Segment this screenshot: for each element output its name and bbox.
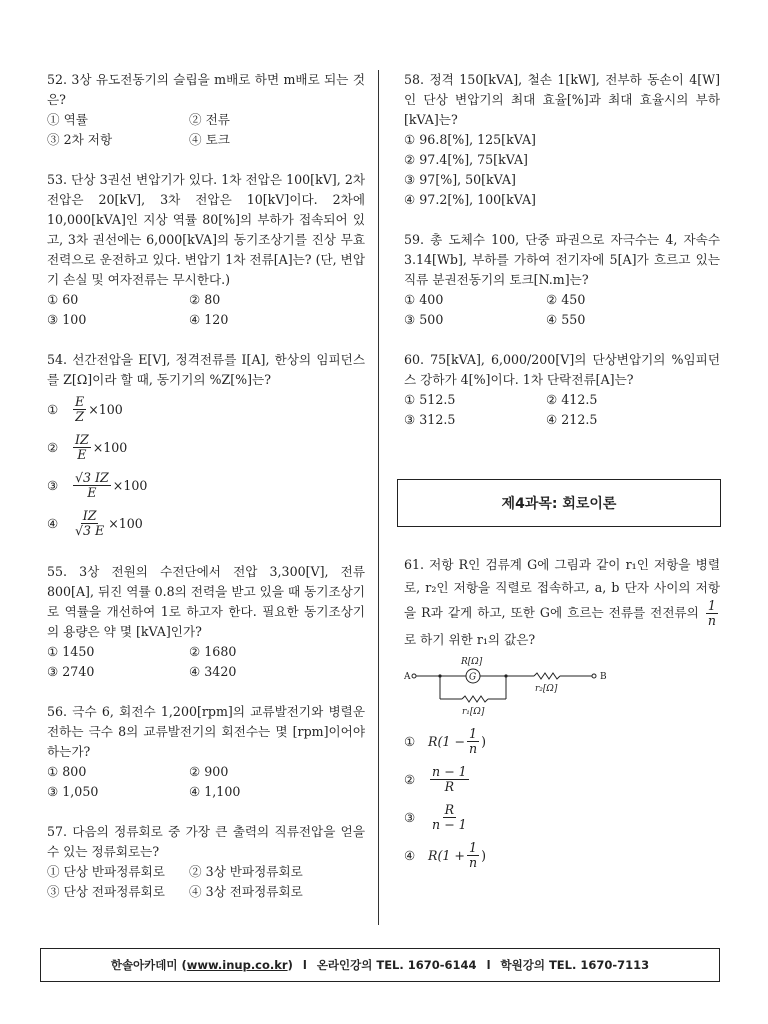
left-column [47,70,365,922]
footer-online-tel: 온라인강의 TEL. 1670-6144 [316,958,477,972]
footer-org: 한솔아카데미 [110,958,178,972]
option-3: ③ 97[%], 50[kVA] [404,172,516,187]
option-4: ④ 토크 [189,132,230,147]
option-number: ③ [47,477,59,493]
option-1 [47,390,365,428]
option-3 [47,466,365,504]
options [404,130,720,210]
right-column [404,70,720,450]
prefix: R(1 − [428,733,465,749]
stem-part-b: 로 하기 위한 r₁의 값은? [404,632,536,647]
option-4 [404,836,720,874]
option-4: ④ 3420 [189,664,237,679]
question-stem: 57. 다음의 정류회로 중 가장 큰 출력의 직류전압을 얻을 수 있는 정류회로는? [47,824,365,859]
fraction [467,841,479,870]
options [47,290,365,330]
options [47,642,365,682]
denominator: E [87,484,97,500]
footer-separator: l [486,958,491,972]
option-2: ② 900 [189,764,229,779]
numerator: √3 IZ [75,469,109,485]
multiplier: ×100 [92,439,128,455]
option-3: ③ 단상 전파정류회로 [47,884,165,899]
option-4 [47,504,365,542]
question-56 [47,702,365,802]
fraction [73,395,86,424]
fraction [706,599,718,628]
stem-part-a: 61. 저항 R인 검류계 G에 그림과 같이 r₁인 저항을 병렬로, r₂인 저항을 직렬로 접속하고, a, b 단자 사이의 저항을 R과 같게 하고, 또한 G에 흐르는 전류를 전전류의 [404,557,720,620]
fraction [73,509,106,538]
question-stem: 58. 정격 150[kVA], 철손 1[kW], 전부하 동손이 4[W]인 단상 변압기의 최대 효율[%]과 최대 효율시의 부하[kVA]는? [404,72,720,127]
option-2: ② 412.5 [546,392,598,407]
terminal-a [412,674,416,678]
option-4: ④ 550 [546,312,586,327]
question-stem: 52. 3상 유도전동기의 슬립을 m배로 하면 m배로 되는 것은? [47,72,365,107]
fraction [73,471,111,500]
option-2: ② 80 [189,292,221,307]
multiplier: ×100 [108,515,143,531]
denominator: n [707,613,716,628]
question-stem: 60. 75[kVA], 6,000/200[V]의 단상변압기의 %임피던스 강하가 4[%]이다. 1차 단락전류[A]는? [404,352,720,387]
option-4: ④ 120 [189,312,229,327]
option-1: ① 1450 [47,644,95,659]
option-3: ③ 1,050 [47,784,99,799]
option-3: ③ 100 [47,312,87,327]
option-3: ③ 500 [404,312,444,327]
option-2: ② 1680 [189,644,237,659]
option-3 [404,798,720,836]
terminal-b [592,674,596,678]
question-stem: 53. 단상 3권선 변압기가 있다. 1차 전압은 100[kV], 2차 전압은 20[kV], 3차 전압은 10[kV]이다. 2차에 10,000[kVA]인 지상 역률 80[%]의 부하가 접속되어 있고, 3차 권선에는 6,000[kVA]의 동기조상기를 진상 무효전력으로 운전하고 있다. 변압기 1차 전류[A]는? (단, 변압기 손실 및 여자전류는 무시한다.) [47,172,365,287]
question-54 [47,350,365,542]
option-2: ② 97.4[%], 75[kVA] [404,152,528,167]
circuit-diagram [404,655,614,717]
multiplier: ×100 [112,477,148,493]
resistor-r2 [534,673,560,679]
question-stem: 59. 총 도체수 100, 단중 파권으로 자극수는 4, 자속수 3.14[Wb], 부하를 가하여 전기자에 5[A]가 흐르고 있는 직류 분권전동기의 토크[N.m]는? [404,232,720,287]
option-3: ③ 2차 저항 [47,132,113,147]
fraction [430,803,469,832]
resistor-r1 [462,696,488,702]
option-1: ① 60 [47,292,79,307]
fraction [73,433,91,462]
options [47,110,365,150]
numerator: E [75,393,85,409]
option-2 [404,760,720,798]
section-title: 제4과목: 회로이론 [397,479,721,527]
option-2: ② 전류 [189,112,230,127]
option-1: ① 512.5 [404,392,456,407]
fraction [430,765,469,794]
resistor-r2-label: r₂[Ω] [535,684,558,694]
numerator: 1 [469,839,478,855]
option-number: ② [47,439,59,455]
options [47,862,365,902]
resistor-rg-label: R[Ω] [461,657,483,667]
option-2 [47,428,365,466]
option-1: ① 단상 반파정류회로 [47,864,165,879]
numerator: IZ [82,507,97,523]
option-4: ④ 97.2[%], 100[kVA] [404,192,536,207]
question-stem: 55. 3상 전원의 수전단에서 전압 3,300[V], 전류 800[A], 뒤진 역률 0.8의 전력을 받고 있을 때 동기조상기로 역률을 개선하여 1로 하고자 한다. 필요한 동기조상기의 용량은 약 몇 [kVA]인가? [47,564,365,639]
option-number: ① [404,733,416,749]
option-3: ③ 2740 [47,664,95,679]
options [404,390,720,430]
terminal-b-label: B [600,672,607,682]
footer-academy-tel: 학원강의 TEL. 1670-7113 [500,958,650,972]
question-58 [404,70,720,210]
suffix: ) [481,733,487,749]
denominator: n [468,854,478,870]
question-60 [404,350,720,430]
suffix: ) [481,847,487,863]
column-divider [378,70,379,925]
question-55 [47,562,365,682]
option-3: ③ 312.5 [404,412,456,427]
galvanometer-label: G [469,672,477,683]
option-number: ④ [404,847,416,863]
option-4: ④ 1,100 [189,784,241,799]
question-59 [404,230,720,330]
numerator: IZ [75,431,89,447]
denominator: E [77,446,87,462]
numerator: n − 1 [432,763,467,779]
denominator: R [444,778,455,794]
terminal-a-label: A [404,672,411,682]
numerator: 1 [469,725,478,741]
option-2: ② 450 [546,292,586,307]
options [47,762,365,802]
resistor-r1-label: r₁[Ω] [462,707,485,717]
denominator: n [468,740,478,756]
question-52 [47,70,365,150]
prefix: R(1 + [428,847,465,863]
options [404,290,720,330]
question-stem: 54. 선간전압을 E[V], 정격전류를 I[A], 한상의 임피던스를 Z[Ω]이라 할 때, 동기기의 %Z[%]는? [47,352,365,387]
option-1: ① 96.8[%], 125[kVA] [404,132,536,147]
option-1: ① 800 [47,764,87,779]
option-2: ② 3상 반파정류회로 [189,864,303,879]
option-1: ① 역률 [47,112,88,127]
question-stem [404,553,720,651]
fraction [467,727,479,756]
denominator: Z [75,408,84,424]
multiplier: ×100 [88,401,123,417]
denominator: √3 E [75,522,105,538]
option-number: ② [404,771,416,787]
footer-separator: l [302,958,307,972]
question-53 [47,170,365,330]
option-1 [404,722,720,760]
option-1: ① 400 [404,292,444,307]
question-61 [404,553,720,874]
option-4: ④ 212.5 [546,412,598,427]
option-number: ④ [47,515,59,531]
option-number: ① [47,401,59,417]
question-57 [47,822,365,902]
denominator: n − 1 [432,816,467,832]
footer-url-link[interactable]: www.inup.co.kr [186,958,288,972]
footer: 한솔아카데미 ( www.inup.co.kr ) l 온라인강의 TEL. 1670-6144 l 학원강의 TEL. 1670-7113 [40,948,720,982]
option-4: ④ 3상 전파정류회로 [189,884,303,899]
numerator: 1 [707,598,716,613]
numerator: R [444,801,455,817]
option-number: ③ [404,809,416,825]
question-stem: 56. 극수 6, 회전수 1,200[rpm]의 교류발전기와 병렬운전하는 극수 8의 교류발전기의 회전수는 몇 [rpm]이어야 하는가? [47,704,365,759]
